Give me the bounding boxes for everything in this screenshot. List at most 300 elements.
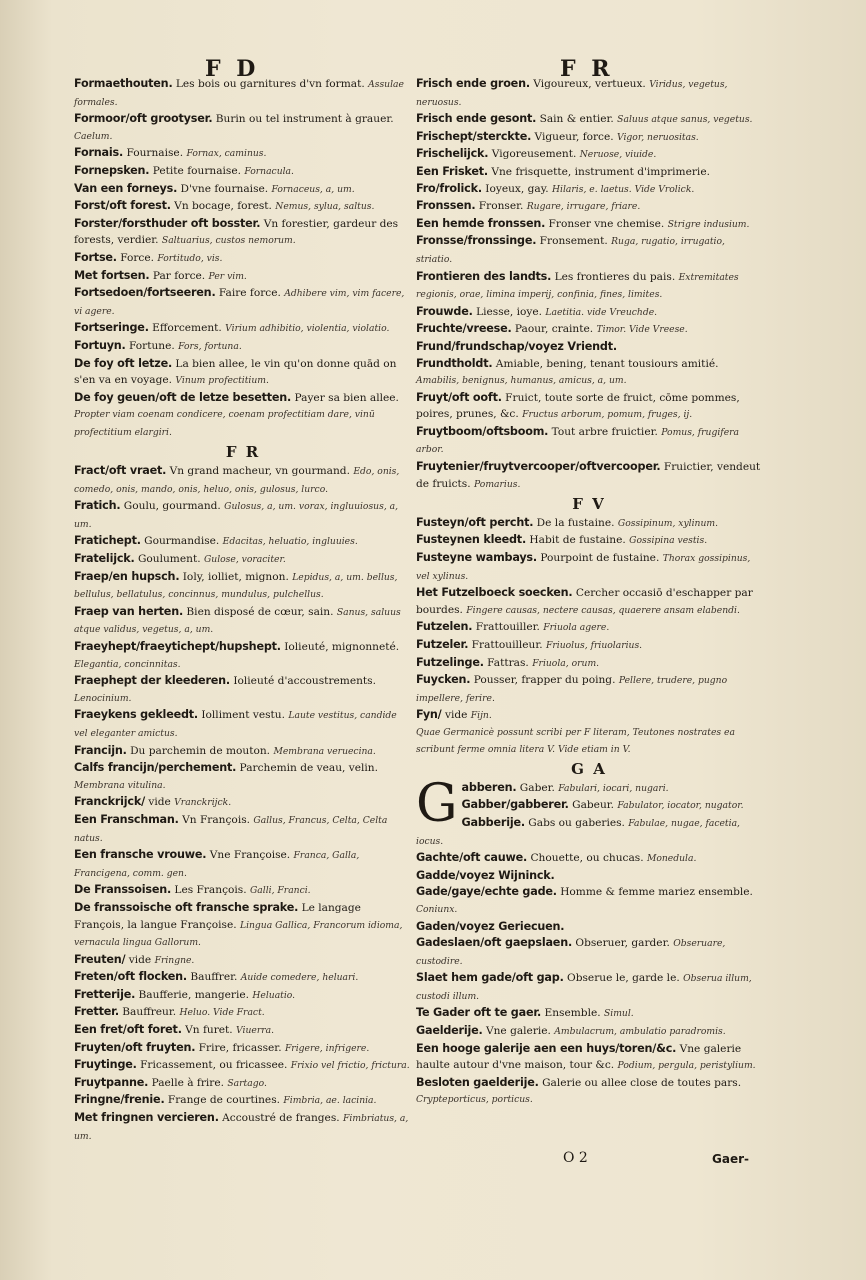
latin-gloss: Fornacula. (244, 165, 294, 177)
dictionary-entry (74, 743, 412, 761)
dictionary-entry (416, 637, 762, 655)
dictionary-entry (416, 868, 762, 885)
latin-gloss: Timor. Vide Vreese. (596, 324, 688, 336)
headword: Te Gader oft te gaer. (416, 1006, 542, 1020)
dictionary-entry (74, 987, 412, 1005)
headword: Forster/forsthuder oft bosster. (74, 216, 261, 230)
headword: Fornepsken. (74, 163, 150, 177)
dictionary-entry (74, 812, 412, 847)
latin-gloss: Viridus, vegetus, neruosus. (416, 79, 728, 108)
french-gloss: Vigoureux, vertueux. (533, 78, 646, 90)
headword: De Franssoisen. (74, 883, 172, 897)
french-gloss: Pousser, frapper du poing. (473, 674, 616, 687)
section-heading: F R (225, 443, 261, 462)
french-gloss: Fournaise. (126, 147, 184, 160)
latin-gloss: Fructus arborum, pomum, fruges, ij. (522, 409, 693, 421)
latin-gloss: Friuola agere. (543, 622, 610, 634)
dictionary-entry (74, 673, 412, 707)
dictionary-entry (416, 707, 762, 725)
headword: Fortse. (74, 250, 117, 264)
dictionary-entry (74, 1075, 412, 1093)
dictionary-entry (74, 390, 412, 442)
headword: Formoor/oft grootyser. (74, 112, 213, 126)
latin-gloss: Pomus, frugifera arbor. (416, 426, 739, 456)
latin-gloss: Extremitates regionis, orae, limina imperij, confinia, fines, limites. (416, 271, 739, 301)
french-gloss: Pourpoint de fustaine. (540, 552, 660, 565)
dictionary-entry (416, 339, 762, 356)
dictionary-entry (416, 459, 762, 493)
dictionary-entry (74, 604, 412, 639)
french-gloss: Les François. (174, 884, 247, 897)
french-gloss: Frire, fricasser. (198, 1041, 282, 1054)
latin-gloss: Membrana vitulina. (74, 779, 166, 791)
headword: Fratich. (74, 499, 121, 513)
french-gloss: Obserue le, garde le. (567, 972, 680, 985)
dictionary-entry (416, 815, 762, 850)
dictionary-entry (416, 655, 762, 673)
latin-gloss: Friuolus, friuolarius. (546, 640, 643, 651)
dictionary-entry (74, 356, 412, 390)
headword: Fruytenier/fruytvercooper/oftvercooper. (416, 460, 661, 474)
headword: Frund/frundschap/voyez Vriendt. (416, 339, 617, 353)
latin-gloss: Saltuarius, custos nemorum. (161, 235, 296, 247)
latin-gloss: Gulose, voraciter. (203, 554, 286, 566)
latin-gloss: Amabilis, benignus, humanus, amicus, a, um. (416, 375, 627, 387)
latin-gloss: Frixio vel frictio, frictura. (290, 1060, 410, 1072)
headword: Fretter. (74, 1005, 119, 1019)
latin-gloss: Fornaceus, a, um. (271, 183, 355, 195)
dictionary-entry (74, 268, 412, 286)
latin-gloss: Pellere, trudere, pugno impellere, ferire. (416, 675, 728, 704)
dictionary-entry (416, 181, 762, 199)
headword: Fraeyhept/fraeytichept/hupshept. (74, 640, 281, 653)
french-gloss: Fricassement, ou fricassee. (140, 1059, 288, 1072)
dictionary-entry (416, 672, 762, 707)
dictionary-entry (74, 498, 412, 533)
headword: Gabber/gabberer. (461, 798, 569, 812)
headword: Fratelijck. (74, 552, 135, 566)
french-gloss: vide (128, 953, 152, 966)
dictionary-entry (416, 129, 762, 147)
headword: Frontieren des landts. (416, 269, 552, 283)
french-gloss: Cercher occasiō d'eschapper par bourdes. (416, 587, 753, 616)
french-gloss: Parchemin de veau, velin. (239, 762, 378, 775)
dictionary-entry (74, 707, 412, 742)
latin-gloss: Ruga, rugatio, irrugatio, striatio. (416, 236, 725, 265)
headword: Freten/oft flocken. (74, 970, 187, 984)
french-gloss: Iolieuté d'accoustrements. (233, 675, 376, 688)
latin-gloss: Fimbria, ae. lacinia. (283, 1095, 377, 1107)
headword: Met fortsen. (74, 268, 150, 282)
headword: Een fret/oft foret. (74, 1023, 182, 1037)
left-column (74, 76, 412, 1145)
latin-gloss: Pomarius. (473, 478, 521, 490)
headword: De franssoische oft fransche sprake. (74, 900, 299, 914)
latin-gloss: Laetitia. vide Vreuchde. (545, 306, 658, 318)
french-gloss: Burin ou tel instrument à grauer. (215, 113, 394, 126)
french-gloss: Amiable, bening, tenant tousiours amitié. (495, 357, 719, 370)
running-header-right: F R (560, 56, 614, 82)
latin-gloss: Simul. (603, 1008, 634, 1020)
headword: Een fransche vrouwe. (74, 848, 207, 862)
french-gloss: Vigueur, force. (534, 130, 614, 143)
headword: Fraeykens gekleedt. (74, 708, 198, 722)
headword: Fraephept der kleederen. (74, 674, 230, 688)
headword: Futzelinge. (416, 655, 484, 669)
french-gloss: Habit de fustaine. (529, 534, 626, 547)
latin-gloss: Obserua illum, custodi illum. (416, 973, 752, 1002)
latin-gloss: Fringne. (154, 954, 195, 966)
french-gloss: Sain & entier. (539, 113, 614, 126)
french-gloss: Vn furet. (185, 1024, 233, 1037)
french-gloss: Fruict, toute sorte de fruict, cōme pommes, poires, prunes, &c. (416, 391, 740, 421)
french-gloss: Tout arbre fruictier. (551, 425, 658, 438)
headword: Fraep/en hupsch. (74, 569, 180, 583)
dictionary-entry (416, 356, 762, 390)
dictionary-entry (416, 884, 762, 918)
latin-gloss: Obseruare, custodire. (416, 938, 726, 967)
french-gloss: Vne Françoise. (209, 849, 291, 862)
dictionary-entry (416, 1075, 762, 1109)
dictionary-entry (74, 285, 412, 320)
dictionary-entry (416, 585, 762, 619)
dictionary-entry (416, 1023, 762, 1041)
latin-gloss: Lingua Gallica, Francorum idioma, vernacula lingua Gallorum. (74, 919, 403, 949)
latin-gloss: Podium, pergula, peristylium. (617, 1060, 756, 1072)
latin-gloss: Frigere, infrigere. (284, 1042, 370, 1054)
latin-gloss: Caelum. (74, 130, 113, 142)
latin-note: Quae Germanicè possunt scribi per F literam, Teutones nostrates ea scribunt ferme omnia litera V. Vide etiam in V. (416, 726, 735, 755)
french-gloss: Gabeur. (572, 799, 615, 812)
latin-gloss: Fabulari, iocari, nugari. (558, 782, 669, 794)
latin-gloss: Laute vestitus, candide vel eleganter amictus. (74, 710, 397, 739)
dictionary-entry (74, 533, 412, 551)
dictionary-entry (74, 1092, 412, 1110)
french-gloss: Gabs ou gaberies. (528, 816, 625, 829)
latin-gloss: Lepidus, a, um. bellus, bellulus, bellatulus, concinnus, mundulus, pulchellus. (74, 571, 398, 601)
headword: Fract/oft vraet. (74, 464, 167, 478)
latin-gloss: Virium adhibitio, violentia, violatio. (225, 323, 390, 335)
initial-letter: G (416, 773, 458, 834)
french-gloss: Homme & femme mariez ensemble. (560, 886, 753, 899)
latin-gloss: Gossipina vestis. (629, 535, 708, 547)
french-gloss: Efforcement. (152, 322, 222, 335)
french-gloss: La bien allee, le vin qu'on donne quād on s'en va en voyage. (74, 357, 397, 387)
latin-gloss: Elegantia, concinnitas. (74, 658, 181, 670)
headword: Fraep van herten. (74, 604, 184, 618)
french-gloss: Paelle à frire. (151, 1076, 224, 1089)
headword: Een hemde fronssen. (416, 216, 546, 230)
latin-gloss: Monedula. (646, 853, 697, 865)
french-gloss: Goulument. (137, 553, 201, 566)
french-gloss: Iolliment vestu. (201, 709, 285, 722)
headword: abberen. (461, 780, 517, 794)
dictionary-entry (416, 424, 762, 459)
latin-gloss: Fornax, caminus. (186, 148, 267, 160)
headword: Franckrijck/ (74, 795, 145, 809)
headword: Fringne/frenie. (74, 1093, 165, 1107)
dictionary-entry (74, 969, 412, 987)
dictionary-entry (416, 515, 762, 533)
dictionary-entry (74, 847, 412, 882)
dictionary-entry (416, 1005, 762, 1023)
headword: Een hooge galerije aen een huys/toren/&c. (416, 1041, 677, 1055)
headword: Fronssen. (416, 199, 476, 213)
headword: Gaden/voyez Geriecuen. (416, 919, 565, 933)
dictionary-entry (74, 338, 412, 356)
headword: Het Futzelboeck soecken. (416, 586, 573, 600)
french-gloss: Goulu, gourmand. (123, 500, 221, 513)
french-gloss: Vn bocage, forest. (174, 200, 272, 213)
headword: Gaelderije. (416, 1024, 483, 1038)
dictionary-entry (74, 198, 412, 216)
french-gloss: Ioly, iolliet, mignon. (182, 570, 289, 583)
french-gloss: Fronser vne chemise. (548, 217, 665, 230)
dictionary-entry (416, 797, 762, 815)
right-column (416, 76, 762, 1109)
latin-gloss: Neruose, viuide. (579, 149, 657, 161)
french-gloss: Ioyeux, gay. (485, 182, 549, 195)
latin-gloss: Coniunx. (416, 903, 458, 915)
latin-gloss: Adhibere vim, vim facere, vi agere. (74, 288, 405, 317)
section-heading: G A (571, 760, 607, 779)
latin-gloss: Lenocinium. (74, 692, 132, 704)
latin-gloss: Fingere causas, nectere causas, quaerere ansam elabendi. (466, 604, 740, 616)
dictionary-entry (416, 304, 762, 322)
headword: Fortsedoen/fortseeren. (74, 286, 216, 300)
latin-gloss: Gallus, Francus, Celta, Celta natus. (74, 814, 388, 844)
dictionary-entry (74, 1040, 412, 1058)
french-gloss: Liesse, ioye. (476, 305, 543, 318)
latin-gloss: Fijn. (470, 710, 492, 722)
french-gloss: Vn grand macheur, vn gourmand. (169, 465, 350, 478)
headword: Een Franschman. (74, 812, 179, 826)
dictionary-entry (416, 146, 762, 164)
french-gloss: Fronsement. (539, 235, 608, 248)
french-gloss: De la fustaine. (536, 516, 615, 529)
headword: Francijn. (74, 743, 127, 757)
section-heading: F V (572, 495, 606, 514)
dictionary-entry (416, 198, 762, 216)
headword: Frouwde. (416, 304, 473, 318)
dictionary-entry (416, 619, 762, 637)
latin-gloss: Viuerra. (236, 1025, 274, 1037)
headword: Frundtholdt. (416, 356, 493, 370)
dictionary-entry (74, 216, 412, 250)
headword: Slaet hem gade/oft gap. (416, 971, 564, 985)
headword: Met fringnen vercieren. (74, 1111, 219, 1125)
dictionary-entry (416, 970, 762, 1005)
dictionary-entry (74, 882, 412, 900)
latin-gloss: Saluus atque sanus, vegetus. (617, 114, 753, 126)
dictionary-entry (74, 569, 412, 604)
headword: Gade/gaye/echte gade. (416, 885, 557, 899)
dictionary-entry (416, 269, 762, 304)
dictionary-entry (74, 1110, 412, 1145)
french-gloss: Du parchemin de mouton. (130, 744, 271, 757)
latin-gloss: Crypteporticus, porticus. (416, 1094, 533, 1106)
latin-gloss: Fortitudo, vis. (157, 252, 223, 264)
french-gloss: Gourmandise. (144, 535, 220, 548)
french-gloss: Bien disposé de cœur, sain. (186, 605, 334, 618)
latin-gloss: Edo, onis, comedo, onis, mando, onis, heluo, onis, gulosus, lurco. (74, 466, 400, 495)
dictionary-entry (74, 639, 412, 673)
dictionary-entry (74, 760, 412, 794)
headword: Frischelijck. (416, 147, 489, 161)
headword: Een Frisket. (416, 164, 488, 178)
headword: Fyn/ (416, 708, 442, 722)
headword: Gadeslaen/oft gaepslaen. (416, 936, 573, 950)
headword: Gachte/oft cauwe. (416, 851, 528, 865)
dictionary-entry (74, 76, 412, 111)
headword: Formaethouten. (74, 77, 173, 90)
dictionary-entry (74, 551, 412, 569)
signature-mark: O 2 (563, 1150, 588, 1166)
french-gloss: Paour, crainte. (514, 323, 594, 336)
french-gloss: Vn forestier, gardeur des forests, verdier. (74, 217, 399, 247)
dictionary-entry (74, 181, 412, 199)
headword: Fro/frolick. (416, 181, 482, 195)
latin-gloss: Membrana veruecina. (273, 745, 376, 757)
headword: Forst/oft forest. (74, 199, 171, 213)
latin-gloss: Heluo. Vide Fract. (179, 1007, 265, 1019)
headword: Fusteynen kleedt. (416, 533, 527, 547)
headword: Fusteyne wambays. (416, 551, 537, 565)
french-gloss: Frattouiller. (475, 621, 540, 634)
latin-gloss: Ambulacrum, ambulatio paradromis. (554, 1026, 726, 1038)
headword: Fuycken. (416, 673, 471, 687)
headword: Fortuyn. (74, 338, 126, 352)
headword: Frisch ende gesont. (416, 112, 537, 126)
dictionary-entry (416, 390, 762, 424)
dictionary-entry (74, 320, 412, 338)
dictionary-entry (74, 794, 412, 812)
dictionary-entry (74, 952, 412, 970)
headword: Frischept/sterckte. (416, 129, 532, 143)
dictionary-entry (416, 550, 762, 585)
latin-gloss: Sanus, saluus atque validus, vegetus, a, um. (74, 606, 401, 636)
dictionary-entry (416, 233, 762, 268)
french-gloss: Chouette, ou chucas. (530, 852, 644, 865)
french-gloss: vide (148, 796, 171, 809)
french-gloss: Bauffreur. (122, 1006, 177, 1019)
french-gloss: Faire force. (218, 287, 281, 300)
latin-gloss: Propter viam coenam condicere, coenam profectitiam dare, vinū profectitium elargiri. (74, 409, 375, 438)
french-gloss: Les bois ou garnitures d'vn format. (175, 78, 365, 90)
latin-gloss: Fabulae, nugae, facetia, iocus. (416, 817, 740, 847)
dictionary-entry (416, 532, 762, 550)
french-gloss: Fruictier, vendeut de fruicts. (416, 461, 761, 490)
headword: Frisch ende groen. (416, 77, 530, 90)
dictionary-entry (74, 145, 412, 163)
french-gloss: Frange de courtines. (167, 1094, 281, 1107)
french-gloss: Bauffrer. (190, 971, 238, 984)
dictionary-entry (74, 111, 412, 145)
french-gloss: Force. (120, 251, 155, 264)
headword: De foy geuen/oft de letze besetten. (74, 390, 292, 404)
french-gloss: Vne frisquette, instrument d'imprimerie. (491, 165, 710, 178)
latin-gloss: Heluatio. (252, 989, 296, 1001)
latin-gloss: Auide comedere, heluari. (240, 972, 359, 984)
latin-gloss: Fimbriatus, a, um. (74, 1113, 409, 1142)
headword: Fratichept. (74, 534, 141, 548)
french-gloss: Gaber. (519, 781, 555, 794)
headword: Fruyt/oft ooft. (416, 390, 502, 404)
french-gloss: Le langage François, la langue Françoise. (74, 901, 361, 931)
latin-gloss: Per vim. (208, 270, 247, 282)
headword: Van een forneys. (74, 181, 178, 195)
headword: Besloten gaelderije. (416, 1075, 539, 1089)
headword: Fruytinge. (74, 1058, 137, 1072)
french-gloss: Vne galerie haulte autour d'vne maison, tour &c. (416, 1042, 742, 1072)
dictionary-entry (416, 216, 762, 234)
french-gloss: Les frontieres du pais. (554, 270, 676, 283)
latin-gloss: Franca, Galla, Francigena, comm. gen. (74, 850, 360, 879)
dictionary-entry (416, 164, 762, 181)
latin-gloss: Fabulator, iocator, nugator. (617, 800, 744, 812)
french-gloss: Fattras. (487, 656, 529, 669)
dictionary-entry (74, 900, 412, 952)
latin-gloss: Hilaris, e. laetus. Vide Vrolick. (552, 183, 695, 195)
dictionary-entry (416, 1041, 762, 1075)
dictionary-entry (416, 321, 762, 339)
latin-gloss: Vranckrijck. (174, 797, 232, 809)
dictionary-entry (416, 76, 762, 111)
latin-gloss: Assulae formales. (74, 79, 404, 108)
dictionary-entry (416, 850, 762, 868)
headword: De foy oft letze. (74, 356, 173, 370)
french-gloss: Fortune. (129, 339, 175, 352)
headword: Fornais. (74, 146, 124, 160)
latin-gloss: Friuola, orum. (532, 657, 600, 669)
french-gloss: Vne galerie. (485, 1025, 551, 1038)
headword: Gabberije. (461, 815, 525, 829)
dictionary-entry (74, 463, 412, 498)
latin-gloss: Vinum profectitium. (175, 375, 269, 387)
headword: Fruytboom/oftsboom. (416, 424, 549, 438)
french-gloss: Iolieuté, mignonneté. (284, 641, 400, 653)
dictionary-entry (74, 1022, 412, 1040)
latin-gloss: Rugare, irrugare, friare. (526, 201, 641, 213)
french-gloss: Frattouilleur. (471, 639, 543, 651)
dictionary-entry (416, 935, 762, 970)
headword: Futzeler. (416, 638, 469, 651)
french-gloss: Par force. (152, 269, 206, 282)
french-gloss: D'vne fournaise. (180, 182, 269, 195)
french-gloss: Ensemble. (544, 1007, 601, 1020)
latin-gloss: Strigre indusium. (667, 218, 750, 230)
french-gloss: Obseruer, garder. (575, 937, 670, 950)
french-gloss: Vn François. (182, 813, 251, 826)
latin-gloss: Sartago. (227, 1077, 267, 1089)
french-gloss: Baufferie, mangerie. (138, 988, 250, 1001)
headword: Futzelen. (416, 620, 473, 634)
dictionary-entry (416, 919, 762, 936)
latin-gloss: Vigor, neruositas. (617, 131, 699, 143)
french-gloss: Petite fournaise. (152, 164, 241, 177)
latin-gloss: Gulosus, a, um. vorax, ingluuiosus, a, um. (74, 501, 399, 530)
french-gloss: Accoustré de franges. (222, 1112, 340, 1125)
latin-gloss: Gossipinum, xylinum. (617, 517, 719, 529)
headword: Fruytpanne. (74, 1075, 149, 1089)
french-gloss: vide (444, 709, 468, 722)
headword: Fruchte/vreese. (416, 322, 512, 336)
latin-gloss: Galli, Franci. (249, 885, 311, 897)
headword: Fortseringe. (74, 321, 149, 335)
catchword: Gaer- (712, 1152, 749, 1166)
headword: Fusteyn/oft percht. (416, 515, 534, 529)
dictionary-entry (74, 1004, 412, 1022)
